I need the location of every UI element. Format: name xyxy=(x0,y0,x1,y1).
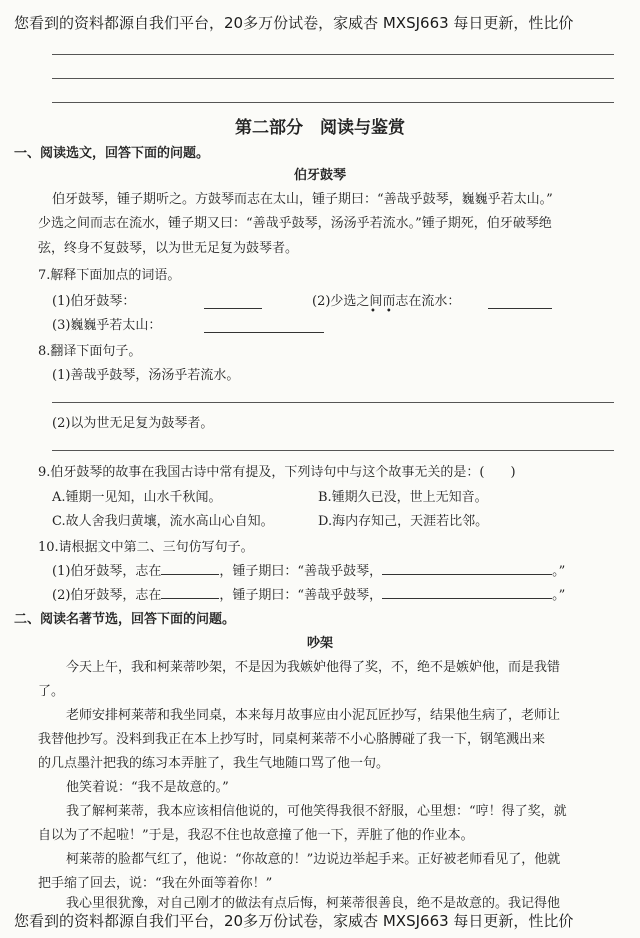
q9-option-a[interactable]: A.锺期一见知，山水千秋闻。 xyxy=(52,490,222,505)
passage-line: 我替他抄写。没料到我正在本上抄写时，同桌柯莱蒂不小心胳膊碰了我一下，钢笔溅出来 xyxy=(38,732,546,747)
passage-line: 今天上午，我和柯莱蒂吵架，不是因为我嫉妒他得了奖，不，绝不是嫉妒他，而是我错 xyxy=(66,660,561,675)
answer-line xyxy=(52,78,614,79)
q9-option-b[interactable]: B.锺期久已没，世上无知音。 xyxy=(318,490,488,505)
watermark-top: 您看到的资料都源自我们平台，20多万份试卷，家威杏 MXSJ663 每日更新，性比价 xyxy=(14,14,574,32)
passage-title: 吵架 xyxy=(306,636,333,651)
q10-blank[interactable] xyxy=(382,585,552,599)
passage-line: 老师安排柯莱蒂和我坐同桌，本来每月故事应由小泥瓦匠抄写，结果他生病了，老师让 xyxy=(66,708,561,723)
answer-line[interactable] xyxy=(52,402,614,403)
q8-stem: 8.翻译下面句子。 xyxy=(38,344,142,359)
section2-heading: 二、阅读名著节选，回答下面的问题。 xyxy=(14,612,236,627)
q7-item: (1)伯牙鼓琴： xyxy=(52,294,136,309)
passage-title: 伯牙鼓琴 xyxy=(293,168,346,183)
q10-blank[interactable] xyxy=(161,585,219,599)
q9-option-c[interactable]: C.故人舍我归黄壤，流水高山心自知。 xyxy=(52,514,274,529)
section1-heading: 一、阅读选文，回答下面的问题。 xyxy=(14,146,210,161)
q7-item: (3)巍巍乎若太山： xyxy=(52,318,162,333)
q10-item-suffix: 。” xyxy=(552,564,566,579)
q10-item xyxy=(52,560,565,579)
q10-blank[interactable] xyxy=(161,561,219,575)
passage-line: 的几点墨汁把我的练习本弄脏了，我生气地随口骂了他一句。 xyxy=(38,756,390,771)
watermark-bottom: 您看到的资料都源自我们平台，20多万份试卷，家威杏 MXSJ663 每日更新，性比价 xyxy=(14,912,574,930)
q9-stem: 9.伯牙鼓琴的故事在我国古诗中常有提及，下列诗句中与这个故事无关的是：( ) xyxy=(38,465,516,480)
passage-line: 我心里很犹豫，对自己刚才的做法有点后悔，柯莱蒂很善良，绝不是故意的。我记得他 xyxy=(66,896,561,911)
part-title: 第二部分 阅读与鉴赏 xyxy=(235,118,405,138)
q10-item-prefix: (1)伯牙鼓琴，志在 xyxy=(52,564,162,579)
answer-line xyxy=(52,102,614,103)
passage-line: 伯牙鼓琴，锺子期听之。方鼓琴而志在太山，锺子期曰：“善哉乎鼓琴，巍巍乎若太山。” xyxy=(52,192,553,207)
q9-option-d[interactable]: D.海内存知己，天涯若比邻。 xyxy=(318,514,489,529)
answer-line xyxy=(52,54,614,55)
passage-line: 自以为了不起啦！”于是，我忍不住也故意撞了他一下，弄脏了他的作业本。 xyxy=(38,828,474,843)
q10-blank[interactable] xyxy=(382,561,552,575)
passage-line: 把手缩了回去，说：“我在外面等着你！” xyxy=(38,876,273,891)
passage-line: 他笑着说：“我不是故意的。” xyxy=(66,780,229,795)
emphasis-dots: • • xyxy=(370,306,392,317)
q8-item: (2)以为世无足复为鼓琴者。 xyxy=(52,416,214,431)
q7-answer-blank[interactable] xyxy=(204,316,324,337)
q7-item: (2)少选之间而志在流水： xyxy=(312,294,461,309)
passage-line: 我了解柯莱蒂，我本应该相信他说的，可他笑得我很不舒服，心里想：“哼！得了奖，就 xyxy=(66,804,567,819)
q10-stem: 10.请根据文中第二、三句仿写句子。 xyxy=(38,540,254,555)
q8-item: (1)善哉乎鼓琴，汤汤乎若流水。 xyxy=(52,368,240,383)
passage-line: 柯莱蒂的脸都气红了，他说：“你故意的！”边说边举起手来。正好被老师看见了，他就 xyxy=(66,852,561,867)
q7-answer-blank[interactable] xyxy=(204,292,262,313)
answer-line[interactable] xyxy=(52,450,614,451)
q10-item xyxy=(52,584,565,603)
passage-line: 少选之间而志在流水，锺子期又曰：“善哉乎鼓琴，汤汤乎若流水。”锺子期死，伯牙破琴绝 xyxy=(38,216,552,231)
q10-item-middle: ，锺子期曰：“善哉乎鼓琴， xyxy=(219,588,383,603)
passage-line: 了。 xyxy=(38,684,65,699)
q7-answer-blank[interactable] xyxy=(488,292,552,313)
q10-item-prefix: (2)伯牙鼓琴，志在 xyxy=(52,588,162,603)
q10-item-middle: ，锺子期曰：“善哉乎鼓琴， xyxy=(219,564,383,579)
q10-item-suffix: 。” xyxy=(552,588,566,603)
passage-line: 弦，终身不复鼓琴，以为世无足复为鼓琴者。 xyxy=(38,241,299,256)
q7-stem: 7.解释下面加点的词语。 xyxy=(38,268,181,283)
